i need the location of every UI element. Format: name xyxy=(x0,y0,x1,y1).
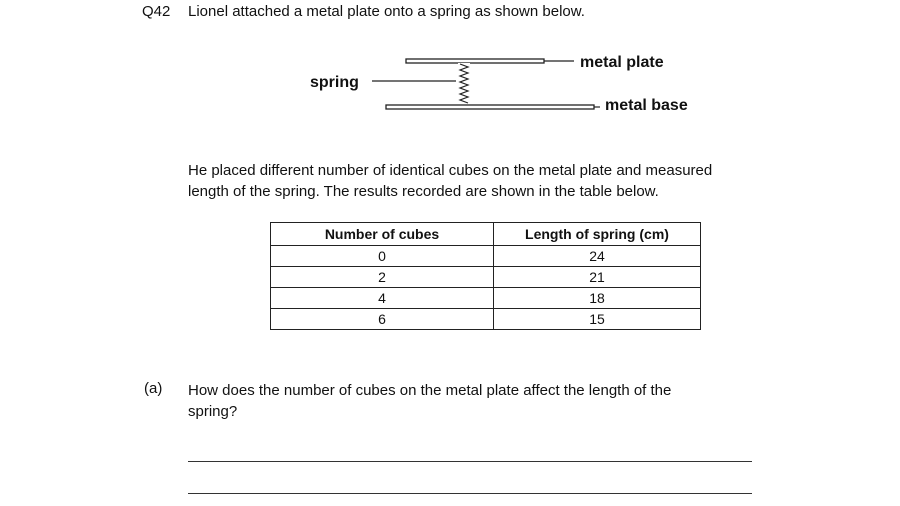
cubes-cell: 4 xyxy=(271,288,494,309)
table-row xyxy=(271,267,701,288)
part-a-line-1: How does the number of cubes on the metal plate affect the length of the xyxy=(188,382,672,399)
question-text: Lionel attached a metal plate onto a spring as shown below. xyxy=(188,3,585,20)
instruction-paragraph xyxy=(188,160,788,202)
spring-diagram-figure xyxy=(300,44,720,124)
header-length-of-spring: Length of spring (cm) xyxy=(494,223,701,246)
metal-base-label: metal base xyxy=(605,97,688,114)
cubes-cell: 0 xyxy=(271,246,494,267)
part-a-question xyxy=(188,380,748,422)
length-cell: 24 xyxy=(494,246,701,267)
answer-line-2[interactable] xyxy=(188,493,752,494)
header-number-of-cubes: Number of cubes xyxy=(271,223,494,246)
table-row xyxy=(271,246,701,267)
cubes-cell: 2 xyxy=(271,267,494,288)
length-cell: 15 xyxy=(494,309,701,330)
spring-label: spring xyxy=(310,74,359,91)
paragraph-line-2: length of the spring. The results recorded are shown in the table below. xyxy=(188,183,659,200)
spring-diagram xyxy=(300,44,720,124)
table-row xyxy=(271,309,701,330)
metal-base-shape xyxy=(386,105,594,109)
results-table xyxy=(270,222,701,330)
answer-line-1[interactable] xyxy=(188,461,752,462)
part-a-line-2: spring? xyxy=(188,403,238,420)
paragraph-line-1: He placed different number of identical cubes on the metal plate and measured xyxy=(188,162,713,179)
length-cell: 18 xyxy=(494,288,701,309)
table-header-row xyxy=(271,223,701,246)
cubes-cell: 6 xyxy=(271,309,494,330)
question-number: Q42 xyxy=(142,3,171,20)
part-a-label: (a) xyxy=(144,380,163,397)
metal-plate-shape xyxy=(406,59,544,63)
metal-plate-label: metal plate xyxy=(580,54,664,71)
table-row xyxy=(271,288,701,309)
length-cell: 21 xyxy=(494,267,701,288)
